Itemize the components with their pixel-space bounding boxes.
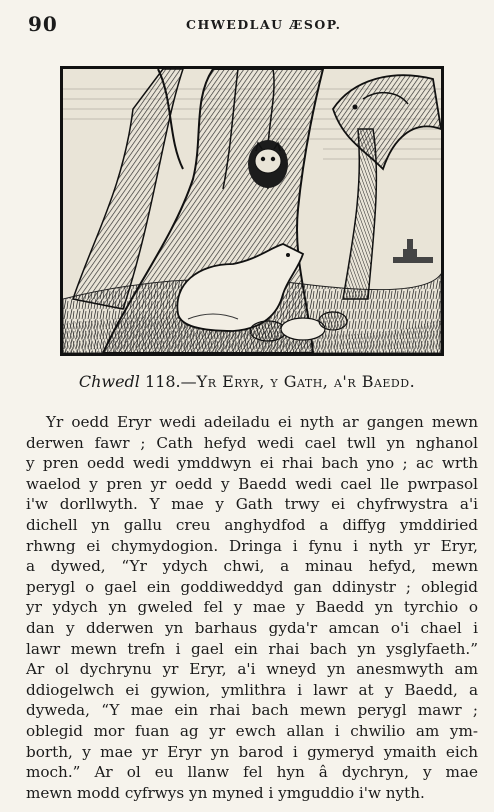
page-header xyxy=(0,0,494,46)
body-line: lawr mewn trefn i gael ein rhai bach yn ysglyfaeth.” xyxy=(26,639,478,658)
running-title: CHWEDLAU ÆSOP. xyxy=(186,17,342,32)
body-line: i'w dorllwyth. Y mae y Gath trwy ei chyfrwystra a'i xyxy=(26,495,478,514)
page-number: 90 xyxy=(28,12,58,36)
body-line: dichell yn gallu creu anghydfod a diffyg ymddiried xyxy=(26,515,478,534)
body-line: Yr oedd Eryr wedi adeiladu ei nyth ar gangen mewn xyxy=(46,413,478,431)
body-line: dan y dderwen yn barhaus gyda'r amcan o'i chael i xyxy=(26,618,478,637)
body-line: perygl o gael ein goddiweddyd gan ddinystr ; oblegid xyxy=(26,577,478,596)
body-line: oblegid mor fuan ag yr ewch allan i chwilio am ym- xyxy=(26,721,478,740)
caption-title: Yr Eryr, y Gath, a'r Baedd. xyxy=(196,372,416,391)
body-line: borth, y mae yr Eryr yn barod i gymeryd ymaith eich xyxy=(26,742,478,761)
caption-number: 118.— xyxy=(145,372,197,391)
caption-label: Chwedl xyxy=(78,372,140,391)
body-line: y pren oedd wedi ymddwyn ei rhai bach yno ; ac wrth xyxy=(26,454,478,473)
body-line: waelod y pren yr oedd y Baedd wedi cael lle pwrpasol xyxy=(26,474,478,493)
body-line: rhwng ei chymydogion. Dringa i fynu i nyth yr Eryr, xyxy=(26,536,478,555)
body-line: dyweda, “Y mae ein rhai bach mewn perygl mawr ; xyxy=(26,701,478,720)
body-line: yr ydych yn gweled fel y mae y Baedd yn tyrchio o xyxy=(26,598,478,617)
fable-caption xyxy=(0,372,494,391)
body-line: moch.” Ar ol eu llanw fel hyn â dychryn, y mae xyxy=(26,763,478,782)
body-line: derwen fawr ; Cath hefyd wedi cael twll yn nghanol xyxy=(26,433,478,452)
body-line: mewn modd cyfrwys yn myned i ymguddio i'w nyth. xyxy=(26,783,425,802)
body-line: ddiogelwch ei gywion, ymlithra i lawr at y Baedd, a xyxy=(26,680,478,699)
fable-body xyxy=(26,412,478,803)
cat-figure xyxy=(248,140,288,188)
body-line: Ar ol dychrynu yr Eryr, a'i wneyd yn anesmwyth am xyxy=(26,660,478,679)
engraving-svg xyxy=(63,69,441,353)
body-line: a dywed, “Yr ydych chwi, a minau hefyd, mewn xyxy=(26,557,478,576)
fable-illustration xyxy=(60,66,444,356)
